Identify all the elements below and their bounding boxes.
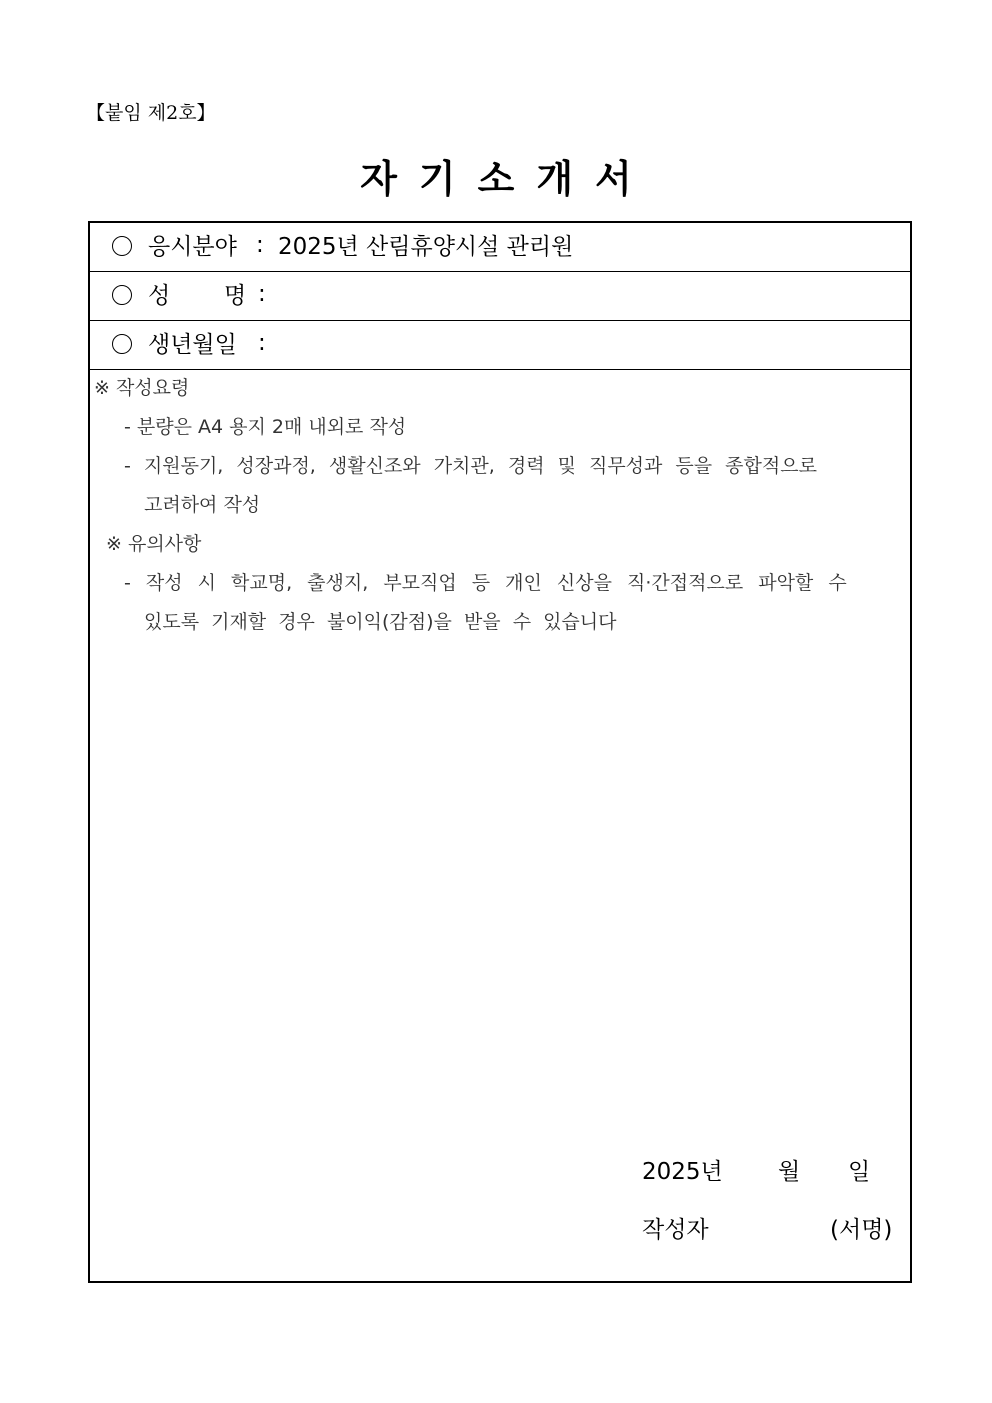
guide-section-title: ※ 유의사항 bbox=[106, 533, 202, 555]
name-row bbox=[90, 272, 910, 321]
document-title: 자기소개서 bbox=[360, 157, 654, 201]
birth-row bbox=[90, 321, 910, 370]
attachment-label: 【붙임 제2호】 bbox=[86, 102, 216, 124]
sign-date-year: 2025년 bbox=[642, 1159, 723, 1185]
sign-date-day: 일 bbox=[848, 1159, 871, 1185]
circle-icon bbox=[112, 285, 132, 305]
guide-item-continued: 있도록 기재할 경우 불이익(감점)을 받을 수 있습니다 bbox=[144, 611, 617, 633]
form-box bbox=[88, 221, 912, 1283]
circle-icon bbox=[112, 334, 132, 354]
name-label bbox=[148, 272, 247, 320]
guide-item: - 작성 시 학교명, 출생지, 부모직업 등 개인 신상을 직·간접적으로 파악할 수 bbox=[124, 572, 847, 594]
birth-label: 생년월일 bbox=[148, 332, 237, 358]
guide-item: - 분량은 A4 용지 2매 내외로 작성 bbox=[124, 416, 407, 438]
field-colon: : bbox=[256, 232, 264, 258]
sign-date-month: 월 bbox=[778, 1159, 801, 1185]
field-label: 응시분야 bbox=[148, 234, 237, 260]
name-label-part1: 성 bbox=[148, 283, 171, 309]
field-value[interactable]: 2025년 산림휴양시설 관리원 bbox=[278, 234, 574, 260]
name-colon: : bbox=[258, 281, 266, 307]
circle-icon bbox=[112, 236, 132, 256]
guide-item-continued: 고려하여 작성 bbox=[144, 494, 261, 516]
sign-label[interactable]: (서명) bbox=[830, 1217, 893, 1243]
guide-item: - 지원동기, 성장과정, 생활신조와 가치관, 경력 및 직무성과 등을 종합적으로 bbox=[124, 455, 817, 477]
birth-colon: : bbox=[258, 330, 266, 356]
field-row bbox=[90, 223, 910, 272]
name-label-part2: 명 bbox=[224, 283, 247, 309]
guide-section-title: ※ 작성요령 bbox=[94, 377, 190, 399]
writer-label: 작성자 bbox=[642, 1217, 709, 1243]
